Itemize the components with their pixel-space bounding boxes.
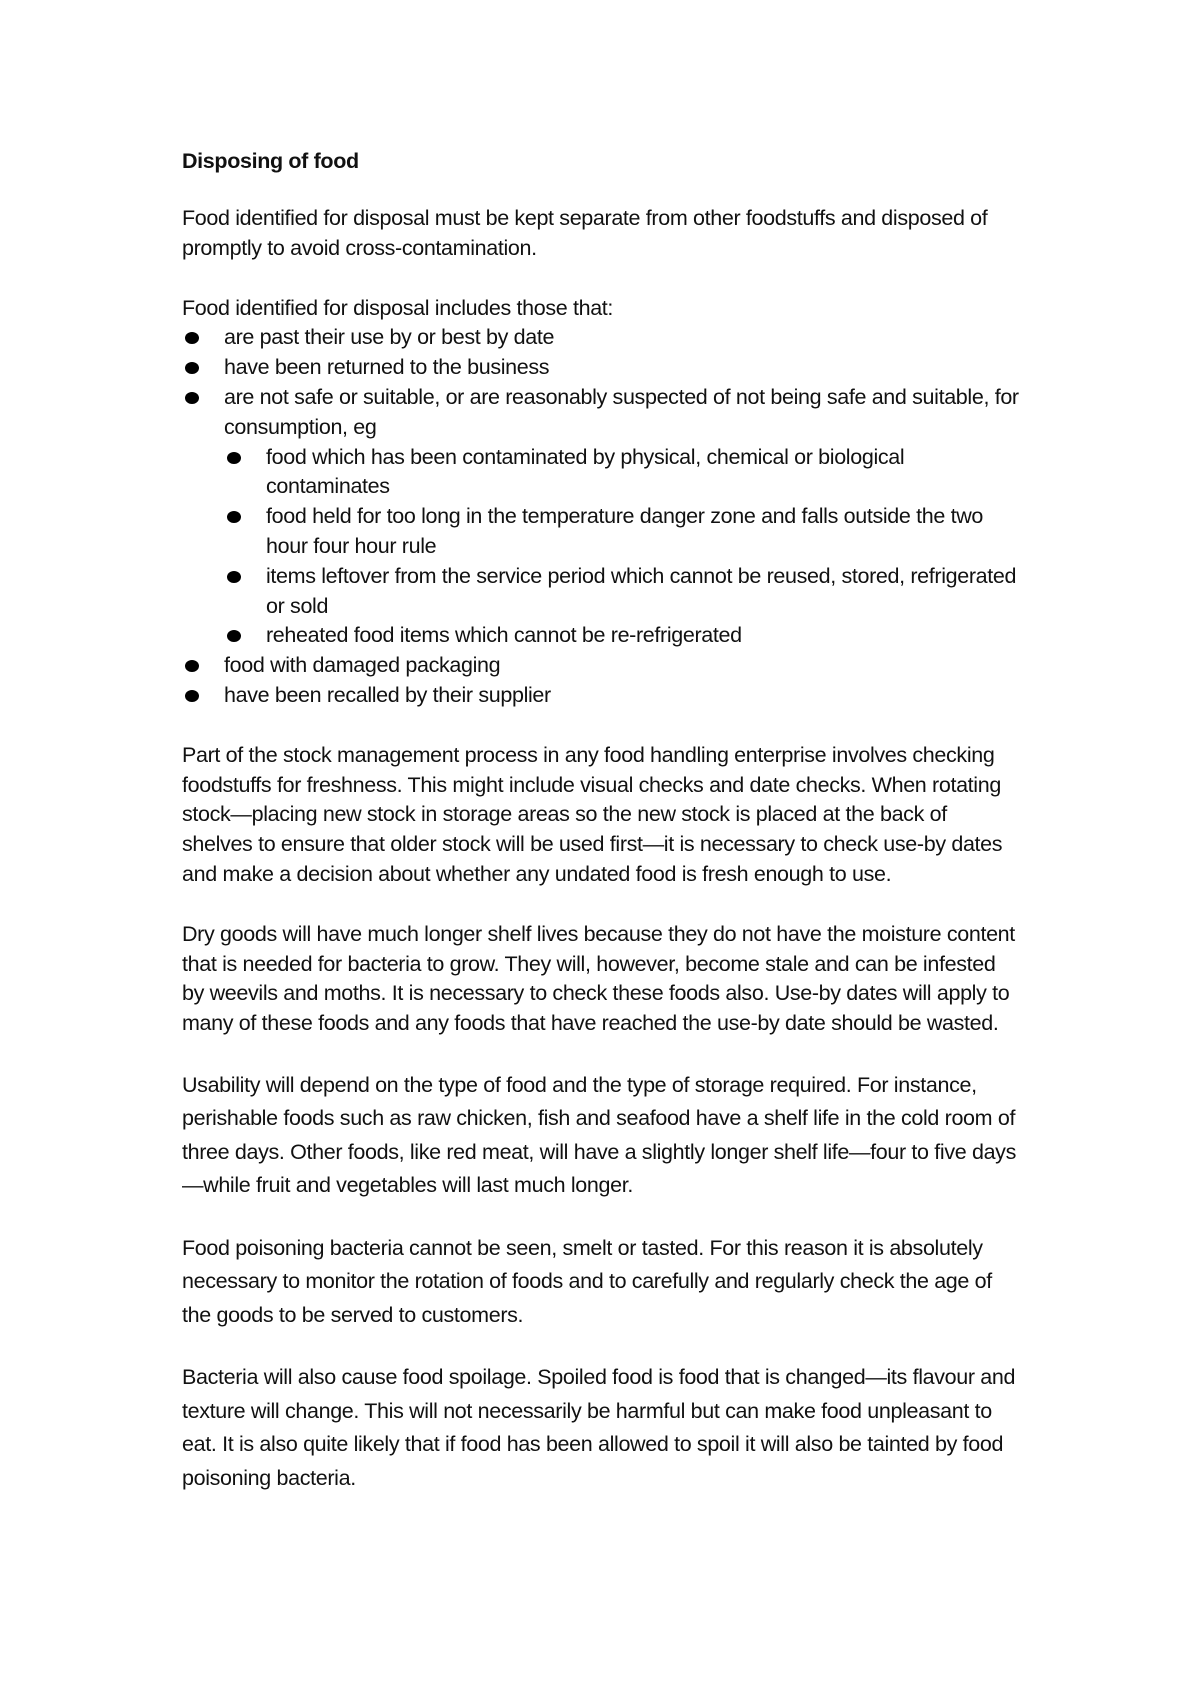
list-item-text: are not safe or suitable, or are reasonably suspected of not being safe and suitable, for consumption, eg xyxy=(224,384,1019,439)
document-body xyxy=(182,146,1022,1495)
list-item: food with damaged packaging xyxy=(182,651,1022,681)
paragraph-usability: Usability will depend on the type of food and the type of storage required. For instance, perishable foods such as raw chicken, fish and seafood have a shelf life in the cold room of three days. Other foods, like red meat, will have a slightly longer shelf life—four to five days—while fruit and vegetables will last much longer. xyxy=(182,1072,1016,1198)
paragraph-dry-goods: Dry goods will have much longer shelf lives because they do not have the moisture content that is needed for bacteria to grow. They will, however, become stale and can be infested by weevils and moths. It is necessary to check these foods also. Use-by dates will apply to many of these foods and any foods that have reached the use-by date should be wasted. xyxy=(182,921,1015,1036)
intro-paragraph: Food identified for disposal must be kept separate from other foodstuffs and disposed of promptly to avoid cross-contamination. xyxy=(182,206,988,260)
list-item xyxy=(182,383,1022,651)
list-intro: Food identified for disposal includes those that: xyxy=(182,295,614,320)
paragraph-spoilage: Bacteria will also cause food spoilage. Spoiled food is food that is changed—its flavour and texture will change. This will not necessarily be harmful but can make food unpleasant to eat. It is also quite likely that if food has been allowed to spoil it will also be tainted by food poisoning bacteria. xyxy=(182,1365,1016,1490)
sub-list xyxy=(224,443,1022,652)
sub-list-item: reheated food items which cannot be re-refrigerated xyxy=(224,621,1022,651)
list-item: are past their use by or best by date xyxy=(182,323,1022,353)
sub-list-item: items leftover from the service period which cannot be reused, stored, refrigerated or sold xyxy=(224,562,1022,622)
list-item: have been returned to the business xyxy=(182,353,1022,383)
disposal-list xyxy=(182,323,1022,710)
paragraph-stock-management: Part of the stock management process in any food handling enterprise involves checking foodstuffs for freshness. This might include visual checks and date checks. When rotating stock—placing new stock in storage areas so the new stock is placed at the back of shelves to ensure that older stock will be used first—it is necessary to check use-by dates and make a decision about whether any undated food is fresh enough to use. xyxy=(182,742,1003,886)
sub-list-item: food which has been contaminated by physical, chemical or biological contaminates xyxy=(224,443,1022,503)
list-item: have been recalled by their supplier xyxy=(182,681,1022,711)
page-title: Disposing of food xyxy=(182,149,359,173)
sub-list-item: food held for too long in the temperature danger zone and falls outside the two hour four hour rule xyxy=(224,502,1022,562)
paragraph-food-poisoning: Food poisoning bacteria cannot be seen, smelt or tasted. For this reason it is absolutely necessary to monitor the rotation of foods and to carefully and regularly check the age of the goods to be served to customers. xyxy=(182,1235,992,1327)
